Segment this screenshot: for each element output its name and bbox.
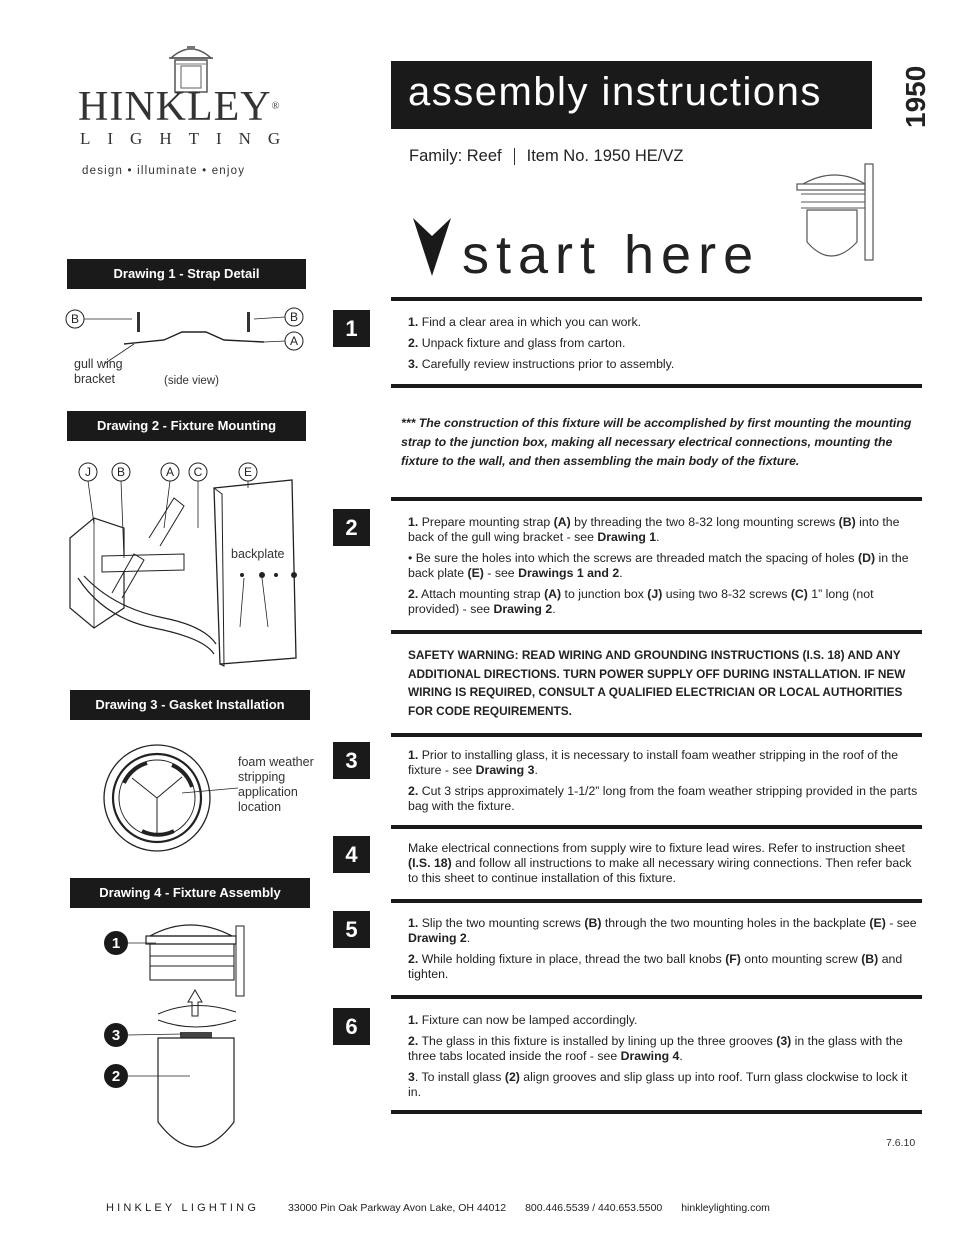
side-view-caption: (side view): [164, 375, 219, 387]
step-1-text: 1. Find a clear area in which you can work. 2. Unpack fixture and glass from carton. 3. Carefully review instructions prior to assembly.: [408, 315, 675, 371]
step-number-3: 3: [333, 742, 370, 779]
footer-phone: 800.446.5539 / 440.653.5500: [525, 1202, 663, 1214]
product-family-line: [409, 147, 683, 166]
step-5-text: 1. Slip the two mounting screws (B) through the two mounting holes in the backplate (E) - see Drawing 2. 2. While holding fixture in place, thread the two ball knobs (F) onto mounting screw (B) and tighten.: [408, 916, 917, 981]
callout-2: 2: [111, 1068, 121, 1085]
step-6-text: 1. Fixture can now be lamped accordingly. 2. The glass in this fixture is installed by lining up the three grooves (3) in the glass with the three tabs located inside the roof - see Drawing 4. 3. To install glass (2) align grooves and slip glass up into roof. Turn glass clockwise to lock it in.: [408, 1013, 908, 1099]
fixture-thumbnail-icon: [795, 162, 877, 264]
safety-warning: SAFETY WARNING: READ WIRING AND GROUNDING INSTRUCTIONS (I.S. 18) AND ANY ADDITIONAL DIRECTIONS. TURN POWER SUPPLY OFF DURING INSTALLATION. IF NEW WIRING IS REQUIRED, CONSULT A QUALIFIED ELECTRICIAN OR LOCAL AUTHORITIES FOR CODE REQUIREMENTS.: [408, 648, 906, 718]
callout-c: C: [193, 465, 203, 479]
callout-b: B: [70, 312, 80, 326]
callout-e: E: [243, 465, 253, 479]
brand-tagline: design • illuminate • enjoy: [82, 165, 246, 177]
divider-rule: [391, 384, 922, 388]
drawing-2-label: Drawing 2 - Fixture Mounting: [67, 411, 306, 441]
callout-j: J: [85, 465, 91, 479]
brand-logo-sub: LIGHTING: [80, 129, 298, 148]
step-number-6: 6: [333, 1008, 370, 1045]
family-label: Family: Reef: [409, 147, 502, 165]
gasket-installation-drawing: [102, 743, 212, 853]
item-number-vertical: [893, 64, 933, 128]
gull-wing-caption: gull wing bracket: [74, 357, 123, 386]
callout-b: B: [289, 310, 299, 324]
footer-web[interactable]: hinkleylighting.com: [681, 1202, 770, 1214]
callout-a: A: [289, 334, 299, 348]
step-number-1: 1: [333, 310, 370, 347]
revision-date: 7.6.10: [886, 1137, 916, 1149]
divider-rule: [391, 630, 922, 634]
divider-rule: [391, 733, 922, 737]
step-number-4: 4: [333, 836, 370, 873]
page-footer: [106, 1202, 770, 1214]
footer-address: 33000 Pin Oak Parkway Avon Lake, OH 44012: [288, 1202, 507, 1214]
item-label: Item No. 1950 HE/VZ: [526, 147, 684, 165]
item-number-vertical-text: 1950: [900, 65, 931, 128]
fixture-mounting-drawing: [64, 458, 314, 678]
fixture-assembly-drawing: [100, 912, 280, 1162]
backplate-caption: backplate: [231, 547, 285, 561]
divider-rule: [391, 1110, 922, 1114]
step-2-text: 1. Prepare mounting strap (A) by threading the two 8-32 long mounting screws (B) into the back of the gull wing bracket - see Drawing 1. • Be sure the holes into which the screws are threaded match the spacing of holes (D) in the back plate (E) - see Drawings 1 and 2. 2. Attach mounting strap (A) to junction box (J) using two 8-32 screws (C) 1” long (not provided) - see Drawing 2.: [408, 515, 909, 616]
callout-3: 3: [111, 1027, 121, 1044]
step-4-text: Make electrical connections from supply wire to fixture lead wires. Refer to instruction sheet (I.S. 18) and follow all instructions to make all necessary wiring connections. Then refer back to this sheet to continue installation of this fixture.: [408, 841, 912, 885]
divider-rule: [391, 825, 922, 829]
step-number-2: 2: [333, 509, 370, 546]
drawing-1-label: Drawing 1 - Strap Detail: [67, 259, 306, 289]
divider-rule: [391, 497, 922, 501]
callout-b: B: [116, 465, 126, 479]
divider-rule: [391, 297, 922, 301]
foam-stripping-caption: foam weather stripping application location: [238, 755, 314, 814]
footer-brand: HINKLEY LIGHTING: [106, 1202, 260, 1214]
callout-1: 1: [111, 935, 121, 952]
start-here-title: start here: [462, 225, 761, 285]
brand-logo-name: HINKLEY®: [78, 84, 281, 130]
drawing-4-label: Drawing 4 - Fixture Assembly: [70, 878, 310, 908]
divider-rule: [391, 899, 922, 903]
page-title: assembly instructions: [408, 70, 822, 114]
callout-a: A: [165, 465, 175, 479]
start-arrow-icon: [413, 218, 451, 276]
step-number-5: 5: [333, 911, 370, 948]
divider-rule: [391, 995, 922, 999]
drawing-3-label: Drawing 3 - Gasket Installation: [70, 690, 310, 720]
step-3-text: 1. Prior to installing glass, it is necessary to install foam weather stripping in the roof of the fixture - see Drawing 3. 2. Cut 3 strips approximately 1-1/2” long from the foam weather stripping provided in the parts bag with the fixture.: [408, 748, 918, 813]
construction-note: *** The construction of this fixture will be accomplished by first mounting the mounting strap to the junction box, making all necessary electrical connections, mounting the fixture to the wall, and then assembling the main body of the fixture.: [401, 416, 912, 468]
